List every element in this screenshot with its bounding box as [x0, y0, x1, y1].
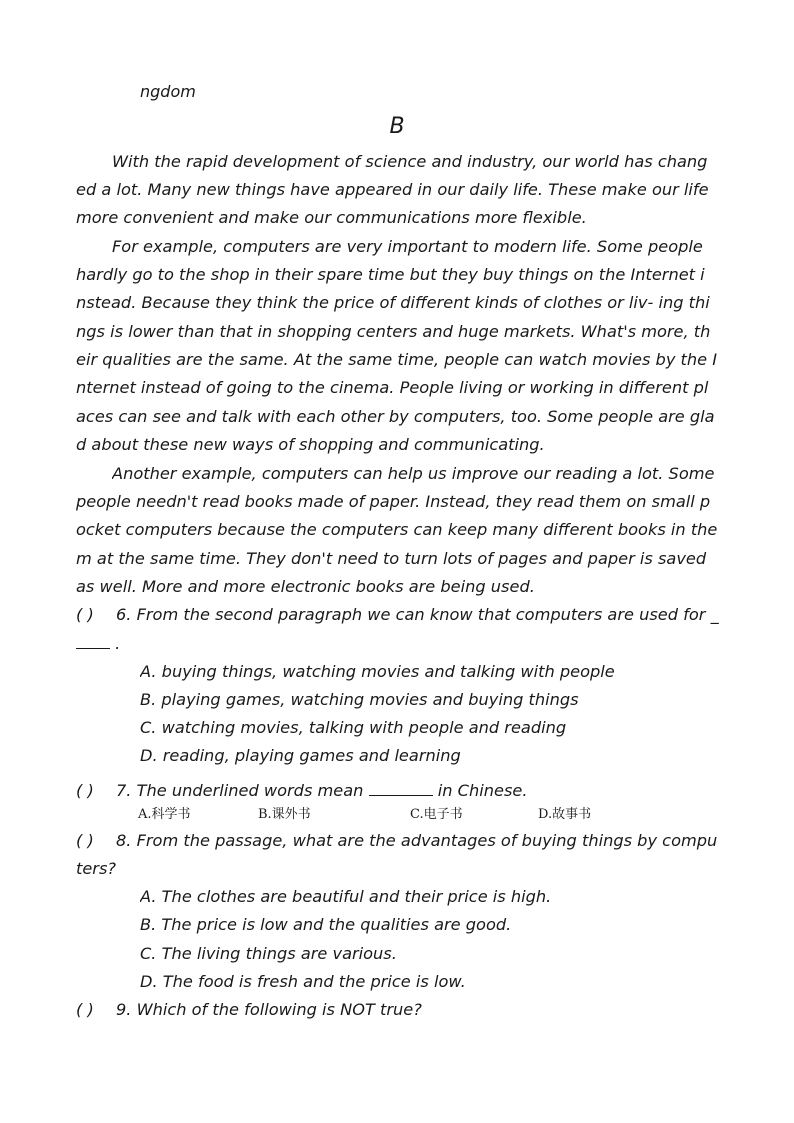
question-8-text: 8. From the passage, what are the advantages of buying things by compu	[116, 831, 718, 850]
question-6-option-d[interactable]: D. reading, playing games and learning	[140, 746, 461, 765]
question-9-text: 9. Which of the following is NOT true?	[116, 1000, 422, 1019]
passage-line: Another example, computers can help us improve our reading a lot. Some	[112, 464, 715, 483]
question-6	[76, 601, 724, 629]
passage-line: For example, computers are very important to modern life. Some people	[112, 237, 703, 256]
passage-line: hardly go to the shop in their spare time but they buy things on the Internet i	[76, 265, 705, 284]
question-7-text-before: 7. The underlined words mean	[116, 781, 364, 800]
question-8	[76, 827, 724, 855]
section-title: B	[389, 114, 405, 139]
question-7-option-a[interactable]: A.科学书	[138, 807, 191, 822]
passage-line: nternet instead of going to the cinema. People living or working in different pl	[76, 378, 709, 397]
question-8-option-b[interactable]: B. The price is low and the qualities are good.	[140, 915, 512, 934]
answer-paren-9[interactable]: ( )	[76, 1000, 94, 1019]
passage-line: m at the same time. They don't need to turn lots of pages and paper is saved	[76, 549, 707, 568]
passage-line: d about these new ways of shopping and communicating.	[76, 435, 545, 454]
answer-blank-7[interactable]	[369, 779, 433, 796]
question-7-options	[138, 804, 724, 826]
passage-line: aces can see and talk with each other by computers, too. Some people are gla	[76, 407, 715, 426]
answer-paren-7[interactable]: ( )	[76, 781, 94, 800]
passage-line: as well. More and more electronic books are being used.	[76, 577, 535, 596]
question-7-option-b[interactable]: B.课外书	[258, 807, 311, 822]
passage-line: people needn't read books made of paper. Instead, they read them on small p	[76, 492, 711, 511]
answer-paren-8[interactable]: ( )	[76, 831, 94, 850]
question-6-option-c[interactable]: C. watching movies, talking with people and reading	[140, 718, 567, 737]
question-9	[76, 996, 724, 1024]
passage-line: ngs is lower than that in shopping centers and huge markets. What's more, th	[76, 322, 711, 341]
question-6-cont: .	[115, 634, 121, 653]
question-7-option-c[interactable]: C.电子书	[410, 807, 463, 822]
question-8-option-c[interactable]: C. The living things are various.	[140, 944, 397, 963]
answer-paren-6[interactable]: ( )	[76, 605, 94, 624]
passage-line: eir qualities are the same. At the same time, people can watch movies by the I	[76, 350, 718, 369]
passage-line: more convenient and make our communications more flexible.	[76, 208, 587, 227]
question-7	[76, 777, 724, 805]
header-fragment: ngdom	[140, 82, 196, 101]
passage-line: ed a lot. Many new things have appeared in our daily life. These make our life	[76, 180, 709, 199]
passage-line: With the rapid development of science and industry, our world has chang	[112, 152, 708, 171]
question-7-text-after: in Chinese.	[437, 781, 528, 800]
question-6-option-b[interactable]: B. playing games, watching movies and buying things	[140, 690, 579, 709]
question-6-continuation	[76, 630, 724, 658]
question-6-text: 6. From the second paragraph we can know that computers are used for _	[116, 605, 719, 624]
question-7-option-d[interactable]: D.故事书	[538, 807, 592, 822]
question-6-option-a[interactable]: A. buying things, watching movies and talking with people	[140, 662, 615, 681]
passage-line: ocket computers because the computers can keep many different books in the	[76, 520, 718, 539]
question-8-cont: ters?	[76, 859, 116, 878]
question-8-option-d[interactable]: D. The food is fresh and the price is low.	[140, 972, 466, 991]
question-8-option-a[interactable]: A. The clothes are beautiful and their price is high.	[140, 887, 552, 906]
answer-blank-6[interactable]	[76, 632, 110, 649]
passage-line: nstead. Because they think the price of different kinds of clothes or liv- ing thi	[76, 293, 710, 312]
